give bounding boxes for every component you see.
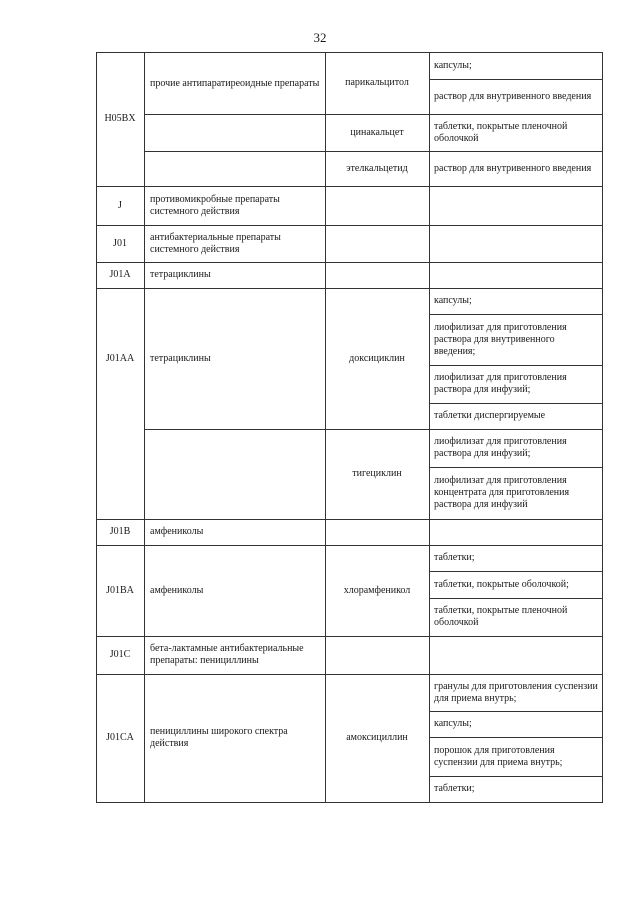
drug-name-cell: амоксициллин [346, 732, 408, 743]
dosage-form-cell: гранулы для приготовления суспензии для приема внутрь; [434, 680, 598, 704]
group-name-cell: тетрациклины [150, 352, 211, 364]
drug-name-cell: цинакальцет [350, 126, 404, 138]
dosage-form-cell: лиофилизат для приготовления раствора для инфузий; [434, 436, 567, 459]
atc-code-cell: J01C [109, 649, 131, 660]
dosage-form-cell: капсулы; [434, 59, 472, 71]
drug-name-cell: парикальцитол [345, 77, 409, 88]
atc-code-cell: J01B [109, 526, 131, 537]
dosage-form-cell: капсулы; [434, 718, 472, 729]
table-rule [96, 802, 603, 803]
group-name-cell: амфениколы [150, 526, 204, 537]
drug-name-cell: доксициклин [349, 352, 405, 364]
page-number: 32 [313, 30, 327, 45]
dosage-form-cell: раствор для внутривенного введения [434, 162, 592, 174]
group-name-cell: амфениколы [150, 584, 204, 596]
group-name-cell: антибактериальные препараты системного действия [150, 231, 281, 255]
atc-code-cell: H05BX [104, 113, 136, 124]
dosage-form-cell: раствор для внутривенного введения [434, 90, 592, 102]
atc-code-cell: J01 [113, 237, 127, 249]
dosage-form-cell: таблетки, покрытые пленочной оболочкой [434, 605, 568, 628]
dosage-form-cell: капсулы; [434, 295, 472, 306]
dosage-form-cell: таблетки, покрытые пленочной оболочкой [434, 120, 568, 144]
dosage-form-cell: таблетки; [434, 783, 475, 794]
group-name-cell: пенициллины широкого спектра действия [150, 726, 288, 749]
dosage-form-cell: лиофилизат для приготовления концентрата для приготовления раствора для инфузий [434, 475, 570, 510]
group-name-cell: прочие антипаратиреоидные препараты [150, 78, 320, 89]
dosage-form-cell: лиофилизат для приготовления раствора для внутривенного введения; [434, 321, 567, 357]
atc-code-cell: J01A [109, 269, 131, 280]
drug-name-cell: этелкальцетид [346, 162, 408, 174]
dosage-form-cell: таблетки; [434, 552, 475, 563]
atc-code-cell: J01CA [106, 732, 134, 743]
atc-code-cell: J01BA [106, 584, 134, 596]
drug-name-cell: тигециклин [352, 468, 402, 479]
atc-code-cell: J01AA [105, 352, 135, 364]
group-name-cell: бета-лактамные антибактериальные препараты: пенициллины [150, 643, 304, 666]
table-rule [144, 52, 145, 803]
dosage-form-cell: порошок для приготовления суспензии для приема внутрь; [434, 744, 563, 768]
atc-code-cell: J [118, 199, 122, 211]
group-name-cell: тетрациклины [150, 269, 211, 280]
dosage-form-cell: лиофилизат для приготовления раствора для инфузий; [434, 372, 567, 395]
table-rule [602, 52, 603, 803]
dosage-form-cell: таблетки, покрытые оболочкой; [434, 578, 569, 590]
group-name-cell: противомикробные препараты системного действия [150, 193, 280, 217]
drug-name-cell: хлорамфеникол [343, 584, 411, 596]
dosage-form-cell: таблетки диспергируемые [434, 410, 546, 421]
